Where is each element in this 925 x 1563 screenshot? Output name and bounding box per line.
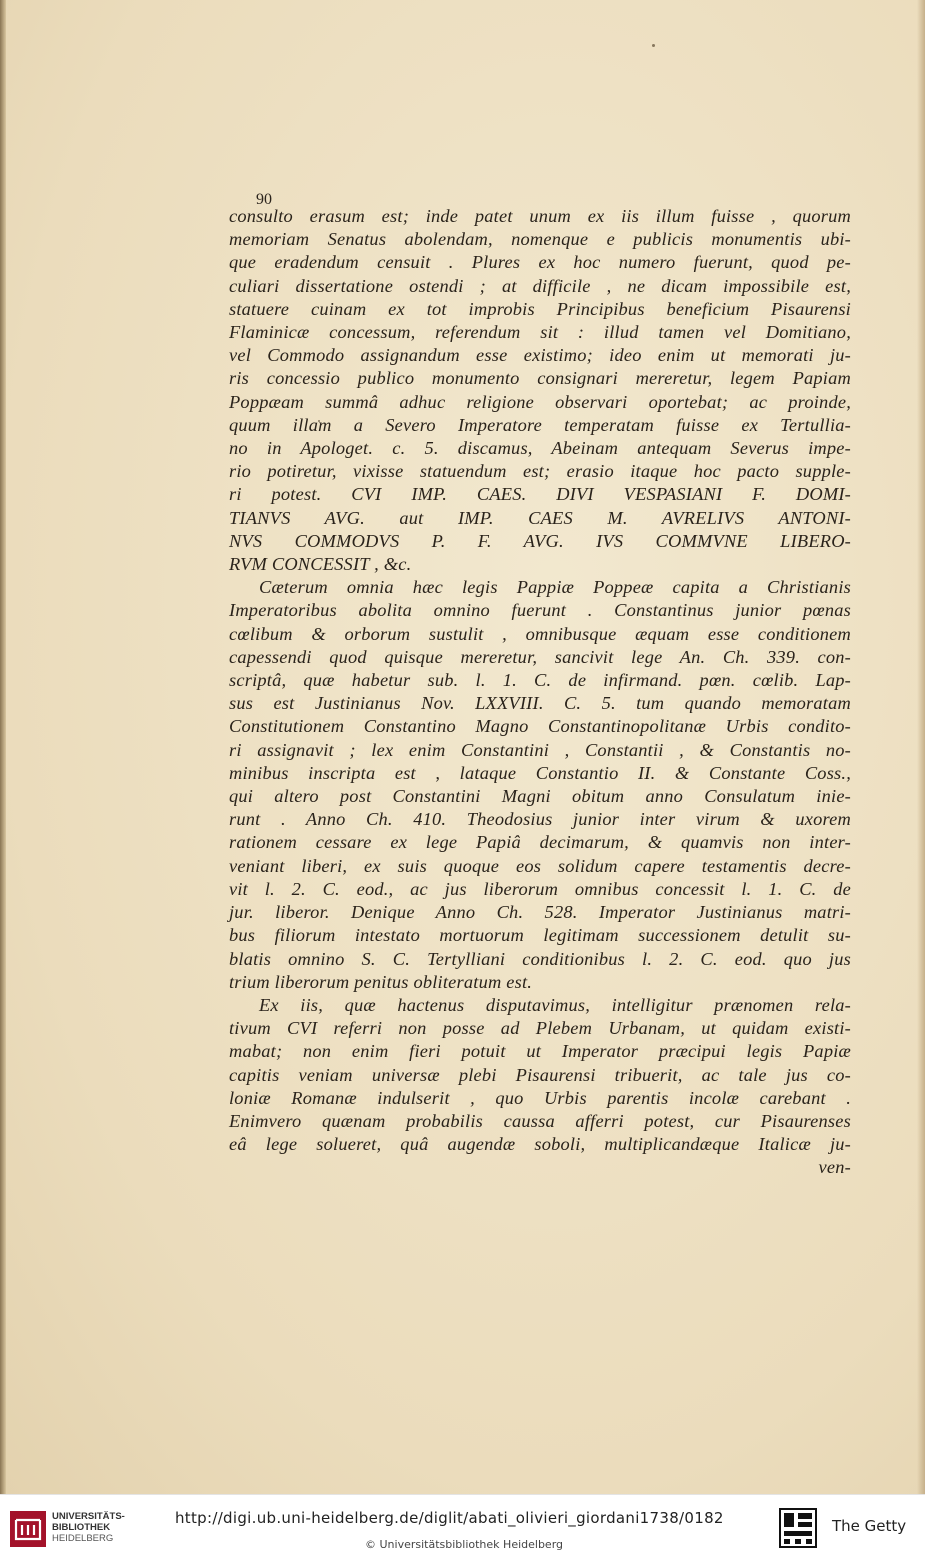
text-line: loniæ Romanæ indulserit , quo Urbis parentis incolæ carebant . xyxy=(229,1087,851,1108)
text-line: statuere cuinam ex tot improbis Principibus beneficium Pisaurensi xyxy=(229,298,851,319)
text-line: capitis veniam universæ plebi Pisaurensi tribuerit, ac tale jus co- xyxy=(229,1064,851,1085)
text-line: Enimvero quænam probabilis caussa afferri potest, cur Pisaurenses xyxy=(229,1110,851,1131)
text-line: trium liberorum penitus obliteratum est. xyxy=(229,971,533,992)
text-line: scriptâ, quæ habetur sub. l. 1. C. de infirmand. pœn. cœlib. Lap- xyxy=(229,670,851,691)
text-line: qui altero post Constantini Magni obitum anno Consulatum inie- xyxy=(229,786,851,807)
text-line: consulto erasum est; inde patet unum ex iis illum fuisse , quorum xyxy=(229,206,851,226)
text-line: no in Apologet. c. 5. discamus, Abeinam antequam Severus impe- xyxy=(229,438,851,459)
university-library-logo-icon xyxy=(10,1511,46,1547)
copyright-notice: © Universitätsbibliothek Heidelberg xyxy=(365,1538,564,1551)
text-line: quum illam a Severo Imperatore temperatam fuisse ex Tertullia- xyxy=(229,414,851,435)
library-name-line: UNIVERSITÄTS- xyxy=(52,1511,125,1522)
text-line: Cæterum omnia hæc legis Pappiæ Poppeæ capita a Christianis xyxy=(259,577,851,598)
text-line: Ex iis, quæ hactenus disputavimus, intelligitur prænomen rela- xyxy=(259,994,851,1015)
text-line: bus filiorum intestato mortuorum legitimam successionem detulit su- xyxy=(229,925,851,946)
library-name-line: BIBLIOTHEK xyxy=(52,1522,111,1533)
page-number: 90 xyxy=(256,191,272,208)
text-line: TIANVS AVG. aut IMP. CAES M. AVRELIVS ANTONI- xyxy=(229,507,851,528)
text-line: Constitutionem Constantino Magno Constantinopolitanæ Urbis condito- xyxy=(229,716,851,737)
sponsor-name: The Getty xyxy=(832,1517,907,1535)
text-line: tivum CVI referri non posse ad Plebem Urbanam, ut quidam existi- xyxy=(229,1018,851,1039)
text-line: culiari dissertatione ostendi ; at difficile , ne dicam impossibile est, xyxy=(229,275,851,296)
text-line: mabat; non enim fieri potuit ut Imperator præcipui legis Papiæ xyxy=(229,1041,851,1062)
text-line: NVS COMMODVS P. F. AVG. IVS COMMVNE LIBERO- xyxy=(229,530,851,551)
getty-logo-icon xyxy=(778,1507,818,1549)
text-line: jur. liberor. Denique Anno Ch. 528. Imperator Justinianus matri- xyxy=(229,902,851,923)
text-line: que eradendum censuit . Plures ex hoc numero fuerunt, quod pe- xyxy=(229,252,851,273)
text-line: vit l. 2. C. eod., ac jus liberorum omnibus concessit l. 1. C. de xyxy=(229,878,851,899)
text-line: ris concessio publico monumento consignari mereretur, legem Papiam xyxy=(229,368,851,389)
text-line: memoriam Senatus abolendam, nomenque e publicis monumentis ubi- xyxy=(229,229,851,250)
library-name xyxy=(52,1511,125,1544)
text-line: eâ lege solueret, quâ augendæ soboli, multiplicandæque Italicæ ju- xyxy=(229,1134,851,1155)
viewer-footer xyxy=(0,1494,925,1563)
text-line: Flaminicæ concessum, referendum sit : illud tamen vel Domitiano, xyxy=(229,322,851,343)
text-line: Imperatoribus abolita omnino fuerunt . Constantinus junior pœnas xyxy=(229,600,851,621)
text-line: ri potest. CVI IMP. CAES. DIVI VESPASIANI F. DOMI- xyxy=(229,484,851,505)
text-line: veniant liberi, ex suis quoque eos solidum capere testamentis decre- xyxy=(229,855,851,876)
text-line: Poppæam summâ adhuc religione observari oportebat; ac proinde, xyxy=(229,391,851,412)
catchword: ven- xyxy=(818,1157,851,1178)
text-line: capessendi quod quisque mereretur, sancivit lege An. Ch. 339. con- xyxy=(229,646,851,667)
text-line: minibus inscripta est , lataque Constantio II. & Constante Coss., xyxy=(229,762,851,783)
text-line: rio potiretur, vixisse statuendum est; erasio itaque hoc pacto supple- xyxy=(229,461,851,482)
text-line: RVM CONCESSIT , &c. xyxy=(229,554,412,575)
text-line: blatis omnino S. C. Tertylliani conditionibus l. 2. C. eod. quo jus xyxy=(229,948,851,969)
library-name-line: HEIDELBERG xyxy=(52,1533,114,1544)
text-line: ri assignavit ; lex enim Constantini , Constantii , & Constantis no- xyxy=(229,739,851,760)
text-line: runt . Anno Ch. 410. Theodosius junior inter virum & uxorem xyxy=(229,809,851,830)
paper-speck xyxy=(652,44,655,47)
text-line: sus est Justinianus Nov. LXXVIII. C. 5. tum quando memoratam xyxy=(229,693,851,714)
body-text xyxy=(229,205,851,1180)
permalink-url[interactable]: http://digi.ub.uni-heidelberg.de/diglit/abati_olivieri_giordani1738/0182 xyxy=(175,1509,724,1527)
text-line: cœlibum & orborum sustulit , omnibusque æquam esse conditionem xyxy=(229,623,851,644)
text-line: vel Commodo assignandum esse existimo; ideo enim ut memorati ju- xyxy=(229,345,851,366)
text-line: rationem cessare ex lege Papiâ decimarum, & quamvis non inter- xyxy=(229,832,851,853)
